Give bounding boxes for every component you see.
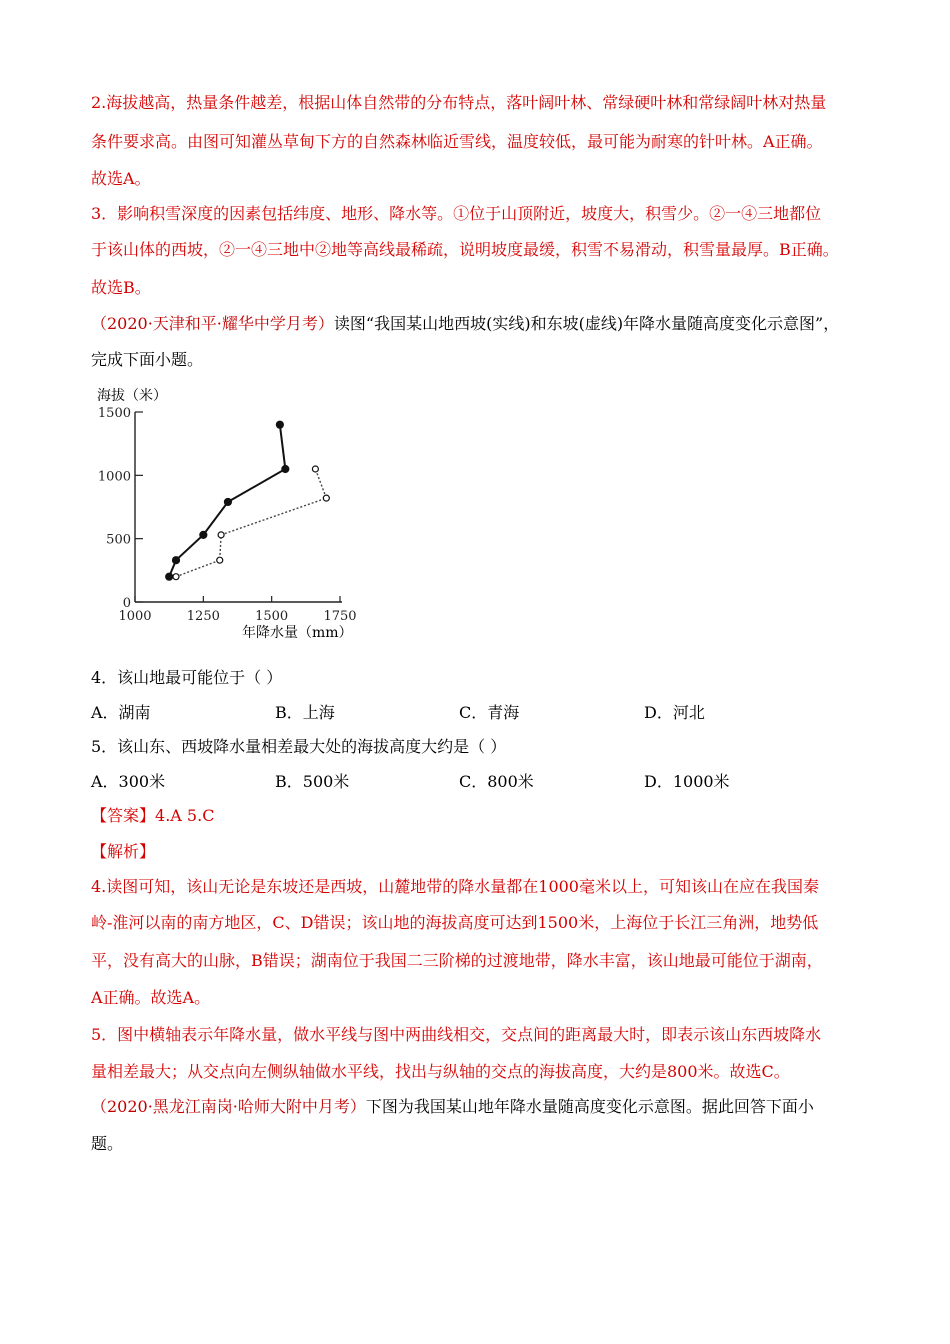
analysis-q5-line-1: 5．图中横轴表示年降水量，做水平线与图中两曲线相交，交点间的距离最大时，即表示该山东西坡降水	[91, 1025, 822, 1044]
east-point-1	[217, 557, 223, 563]
y-tick-label-1500: 1500	[97, 406, 131, 421]
west-point-1	[173, 557, 180, 564]
next-intro-line-1	[91, 1097, 814, 1117]
analysis-q4-line-4: A正确。故选A。	[91, 988, 211, 1007]
intro-line-2: 完成下面小题。	[91, 350, 204, 369]
chart-series	[166, 421, 330, 580]
precipitation-altitude-chart	[92, 382, 382, 644]
analysis-q2-line-3: 故选A。	[91, 169, 151, 188]
chart-xlabel: 年降水量（mm）	[242, 625, 353, 641]
q4-option-c[interactable]: C．青海	[459, 703, 520, 722]
east-point-4	[312, 466, 318, 472]
series-line-east	[176, 469, 326, 577]
intro-source: （2020·天津和平·耀华中学月考）	[91, 314, 334, 333]
answer-label: 【答案】	[91, 806, 156, 825]
west-point-5	[276, 421, 283, 428]
q4-option-d[interactable]: D．河北	[644, 703, 705, 722]
x-tick-label-1500: 1500	[255, 609, 289, 624]
answer-line	[91, 806, 214, 826]
east-point-2	[218, 532, 224, 538]
east-point-3	[323, 495, 329, 501]
q5-option-c[interactable]: C．800米	[459, 772, 534, 791]
x-tick-label-1250: 1250	[186, 609, 220, 624]
q4-option-b[interactable]: B．上海	[275, 703, 335, 722]
analysis-q3-line-3: 故选B。	[91, 278, 151, 297]
q5-option-a[interactable]: A．300米	[91, 772, 166, 791]
next-source: （2020·黑龙江南岗·哈师大附中月考）	[91, 1097, 366, 1116]
west-point-2	[200, 531, 207, 538]
analysis-q5-line-2: 量相差最大；从交点向左侧纵轴做水平线，找出与纵轴的交点的海拔高度，大约是800米。故选C。	[91, 1062, 790, 1081]
answer-text: 4.A 5.C	[155, 806, 215, 825]
chart-axes	[98, 406, 357, 624]
x-tick-label-1750: 1750	[323, 609, 357, 624]
x-tick-label-1000: 1000	[118, 609, 152, 624]
analysis-q2-line-1: 2.海拔越高，热量条件越差，根据山体自然带的分布特点，落叶阔叶林、常绿硬叶林和常绿阔叶林对热量	[91, 93, 827, 112]
chart-ylabel: 海拔（米）	[97, 388, 167, 404]
q4-stem: 4．该山地最可能位于（ ）	[91, 668, 283, 687]
analysis-q2-line-2: 条件要求高。由图可知灌丛草甸下方的自然森林临近雪线，温度较低，最可能为耐寒的针叶林。A正确。	[91, 132, 823, 151]
y-tick-label-1000: 1000	[97, 469, 131, 485]
analysis-q4-line-1: 4.读图可知，该山无论是东坡还是西坡，山麓地带的降水量都在1000毫米以上，可知该山在应在我国秦	[91, 877, 819, 896]
q5-stem: 5．该山东、西坡降水量相差最大处的海拔高度大约是（ ）	[91, 737, 507, 756]
q5-option-b[interactable]: B．500米	[275, 772, 350, 791]
analysis-q4-line-3: 平，没有高大的山脉，B错误；湖南位于我国二三阶梯的过渡地带，降水丰富，该山地最可能位于湖南，	[91, 951, 823, 970]
analysis-q3-line-1: 3．影响积雪深度的因素包括纬度、地形、降水等。①位于山顶附近，坡度大，积雪少。②一④三地都位	[91, 204, 822, 223]
west-point-0	[166, 573, 173, 580]
east-point-0	[173, 574, 179, 580]
west-point-4	[282, 466, 289, 473]
next-intro-line-2: 题。	[91, 1134, 124, 1153]
west-point-3	[224, 498, 231, 505]
q5-option-d[interactable]: D．1000米	[644, 772, 730, 791]
next-text: 下图为我国某山地年降水量随高度变化示意图。据此回答下面小	[365, 1097, 814, 1116]
y-tick-label-0: 0	[122, 596, 131, 611]
q4-option-a[interactable]: A．湖南	[91, 703, 151, 722]
y-tick-label-500: 500	[106, 532, 131, 548]
analysis-q3-line-2: 于该山体的西坡，②一④三地中②地等高线最稀疏，说明坡度最缓，积雪不易滑动，积雪量最厚。B正确。	[91, 240, 839, 259]
analysis-q4-line-2: 岭-淮河以南的南方地区，C、D错误；该山地的海拔高度可达到1500米，上海位于长江三角洲，地势低	[91, 913, 819, 932]
analysis-label: 【解析】	[91, 842, 156, 861]
intro-text: 读图“我国某山地西坡(实线)和东坡(虚线)年降水量随高度变化示意图”，	[333, 314, 840, 333]
intro-line-1	[91, 314, 839, 334]
